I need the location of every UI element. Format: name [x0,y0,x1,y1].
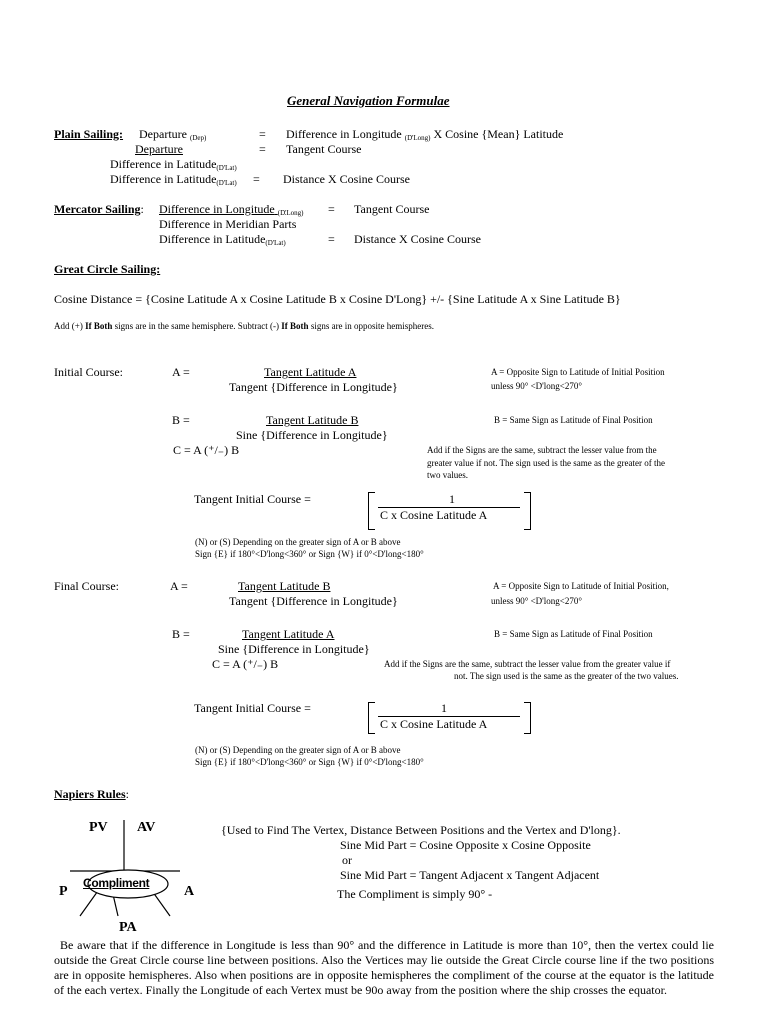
a-sign-note: A = Opposite Sign to Latitude of Initial Position [491,367,665,377]
compliment-note: The Compliment is simply 90° - [337,887,493,901]
a-sign-note: A = Opposite Sign to Latitude of Initial Position, [493,581,669,591]
vertex-paragraph: Be aware that if the difference in Longitude is less than 90° and the difference in Latitude is more than 10°, then the vertex could lie outside the Great Circle course line between positions. Also the Vertices may lie outside the Great Circle course line if the two positions are in opposite hemispheres. Also when positions are in opposite hemispheres the compliment of the course at the equator is the latitude of the each vertex. Finally the Longitude of each Vertex must be 90o away from the position where the ship crosses the equator. [54,938,714,997]
fraction-numerator: 1 [449,492,455,506]
a-unless-note: unless 90° <D'long<270° [491,596,582,606]
page-title: General Navigation Formulae [287,93,450,108]
fraction-denominator: C x Cosine Latitude A [380,508,488,522]
a-numerator: Tangent Latitude B [238,579,331,593]
a-equals: A = [172,365,190,379]
departure-label: Departure $_{(Dep)}$ [139,127,207,142]
dlat-label: Difference in Latitude$_{(D'Lat)}$ [110,172,237,187]
right-bracket [524,492,531,530]
mercator-dlong: Difference in Longitude $_{(D'Long)}$ [159,202,304,217]
equals-sign: = [259,127,266,141]
dlong-cos-mean: Difference in Longitude $_{(D'Long)}$ X Cosine {Mean} Latitude [286,127,564,142]
ew-note: Sign {E} if 180°<D'long<360° or Sign {W} if 0°<D'long<180° [195,549,424,559]
tangent-course: Tangent Course [354,202,430,216]
meridian-parts: Difference in Meridian Parts [159,217,297,231]
distance-cos-course: Distance X Cosine Course [354,232,481,246]
mercator-heading: Mercator Sailing: [54,202,144,216]
napier-rule-tangent: Sine Mid Part = Tangent Adjacent x Tangent Adjacent [340,868,600,882]
hemisphere-note: Add (+) If Both signs are in the same hemisphere. Subtract (-) If Both signs are in opposite hemispheres. [54,321,435,331]
napier-pa: PA [119,920,137,935]
napier-or: or [342,853,352,867]
c-equals: C = A (⁺/₋) B [212,657,279,671]
c-equals: C = A (⁺/₋) B [173,443,240,457]
equals-sign: = [328,232,335,246]
great-circle-heading: Great Circle Sailing: [54,262,161,276]
napier-usage: {Used to Find The Vertex, Distance Between Positions and the Vertex and D'long}. [221,823,621,837]
right-bracket [524,702,531,734]
napier-p: P [59,884,68,899]
a-denominator: Tangent {Difference in Longitude} [229,594,398,608]
tangent-initial-course-label: Tangent Initial Course = [194,701,311,715]
equals-sign: = [328,202,335,216]
b-equals: B = [172,627,190,641]
napier-rule-cosine: Sine Mid Part = Cosine Opposite x Cosine Opposite [340,838,591,852]
c-note-line: greater value if not. The sign used is the same as the greater of the [427,458,665,468]
a-numerator: Tangent Latitude A [264,365,357,379]
tangent-course: Tangent Course [286,142,362,156]
b-sign-note: B = Same Sign as Latitude of Final Position [494,629,653,639]
c-note-line: Add if the Signs are the same, subtract the lesser value from the [427,445,657,455]
napier-diagram [70,818,190,926]
dlat-denominator: Difference in Latitude$_{(D'Lat)}$ [110,157,237,172]
cosine-distance-formula: Cosine Distance = {Cosine Latitude A x Cosine Latitude B x Cosine D'Long} +/- {Sine Latitude A x Sine Latitude B} [54,292,621,306]
napier-pv: PV [89,820,108,835]
b-numerator: Tangent Latitude B [266,413,359,427]
a-denominator: Tangent {Difference in Longitude} [229,380,398,394]
fraction-numerator: 1 [441,701,447,715]
c-note-line: Add if the Signs are the same, subtract the lesser value from the greater value if [384,659,671,669]
tangent-initial-course-label: Tangent Initial Course = [194,492,311,506]
ew-note: Sign {E} if 180°<D'long<360° or Sign {W} if 0°<D'long<180° [195,757,424,767]
napiers-heading: Napiers Rules: [54,787,130,801]
a-unless-note: unless 90° <D'long<270° [491,381,582,391]
b-equals: B = [172,413,190,427]
distance-cos-course: Distance X Cosine Course [283,172,410,186]
ns-note: (N) or (S) Depending on the greater sign of A or B above [195,537,401,547]
departure-numerator: Departure [135,142,183,156]
fraction-denominator: C x Cosine Latitude A [380,717,488,731]
napier-av: AV [137,820,156,835]
a-equals: A = [170,579,188,593]
compliment-label: Compliment [83,876,150,890]
b-sign-note: B = Same Sign as Latitude of Final Position [494,415,653,425]
c-note-line: two values. [427,470,468,480]
initial-course-label: Initial Course: [54,365,123,379]
napier-a: A [184,884,195,899]
c-note-line: not. The sign used is the same as the greater of the two values. [454,671,679,681]
left-bracket [368,702,375,734]
left-bracket [368,492,375,530]
ns-note: (N) or (S) Depending on the greater sign of A or B above [195,745,401,755]
plain-sailing-heading: Plain Sailing: [54,127,124,141]
final-course-label: Final Course: [54,579,119,593]
b-numerator: Tangent Latitude A [242,627,335,641]
equals-sign: = [259,142,266,156]
b-denominator: Sine {Difference in Longitude} [218,642,370,656]
equals-sign: = [253,172,260,186]
b-denominator: Sine {Difference in Longitude} [236,428,388,442]
mercator-dlat: Difference in Latitude$_{(D'Lat)}$ [159,232,286,247]
